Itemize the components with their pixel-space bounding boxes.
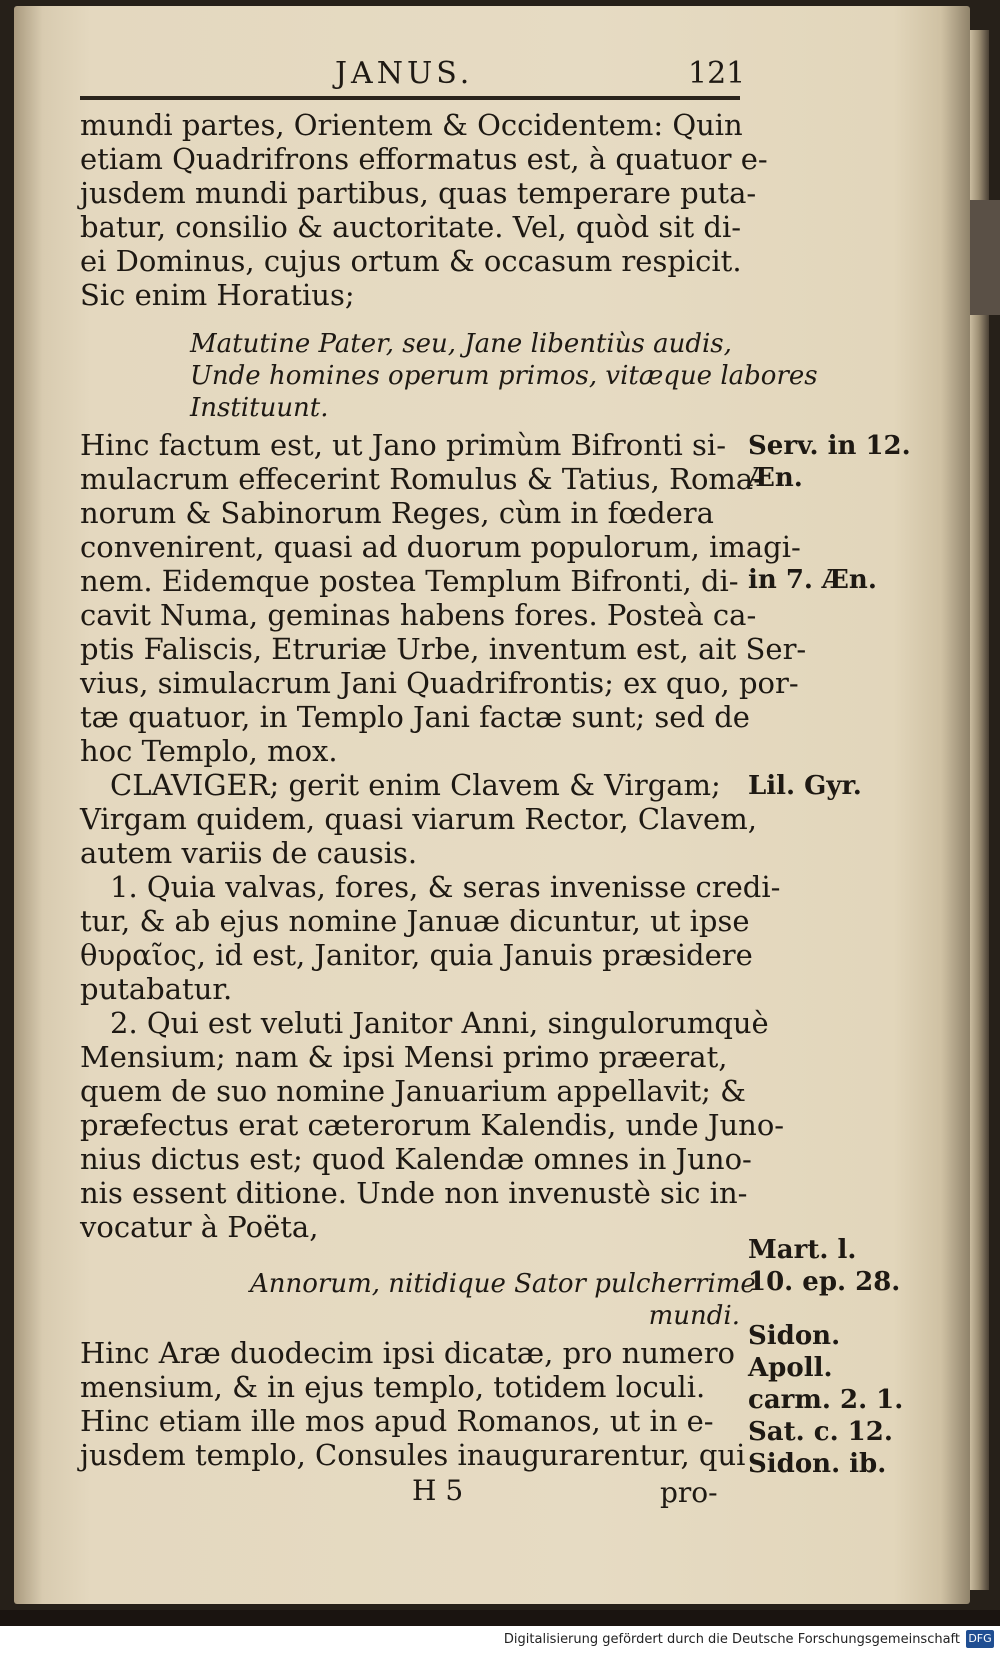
marginal-line: 10. ep. 28.: [748, 1267, 901, 1297]
text-line: mensium, & in ejus templo, totidem loculi.: [80, 1370, 706, 1404]
text-line: 2. Qui est veluti Janitor Anni, singulorumquè: [110, 1006, 769, 1040]
marginal-note: [748, 430, 911, 494]
header-rule: [80, 96, 740, 100]
marginal-note: [748, 1320, 904, 1480]
paragraph-1: [80, 108, 768, 312]
marginal-line: in 7. Æn.: [748, 565, 877, 595]
quote-line: Instituunt.: [190, 393, 329, 423]
text-line: vocatur à Poëta,: [80, 1210, 319, 1244]
funding-credit: Digitalisierung gefördert durch die Deutsche Forschungsgemeinschaft: [503, 1632, 960, 1647]
text-line: putabatur.: [80, 972, 233, 1006]
text-line: cavit Numa, geminas habens fores. Posteà ca-: [80, 598, 757, 632]
quote-horace: [190, 328, 818, 424]
page-number: 121: [688, 56, 746, 91]
text-line: mulacrum effecerint Romulus & Tatius, Roma-: [80, 462, 764, 496]
quote-line: mundi.: [648, 1301, 740, 1331]
marginal-line: Sidon.: [748, 1321, 841, 1351]
text-line: nis essent ditione. Unde non invenustè sic in-: [80, 1176, 748, 1210]
text-line: jusdem templo, Consules inaugurarentur, qui: [80, 1438, 746, 1472]
text-line: Hinc Aræ duodecim ipsi dicatæ, pro numero: [80, 1336, 736, 1370]
catchword: pro-: [660, 1476, 718, 1509]
text-line: nem. Eidemque postea Templum Bifronti, di-: [80, 564, 739, 598]
text-line: ptis Faliscis, Etruriæ Urbe, inventum est, ait Ser-: [80, 632, 807, 666]
running-head: JANUS.: [335, 56, 474, 91]
text-line: batur, consilio & auctoritate. Vel, quòd sit di-: [80, 210, 742, 244]
marginal-line: Sidon. ib.: [748, 1449, 887, 1479]
text-line: Hinc etiam ille mos apud Romanos, ut in e-: [80, 1404, 714, 1438]
text-line: CLAVIGER; gerit enim Clavem & Virgam;: [110, 768, 721, 802]
text-line: hoc Templo, mox.: [80, 734, 338, 768]
text-line: jusdem mundi partibus, quas temperare puta-: [80, 176, 757, 210]
text-line: Sic enim Horatius;: [80, 278, 355, 312]
text-line: tæ quatuor, in Templo Jani factæ sunt; sed de: [80, 700, 750, 734]
text-line: autem variis de causis.: [80, 836, 418, 870]
text-line: tur, & ab ejus nomine Januæ dicuntur, ut ipse: [80, 904, 750, 938]
text-line: etiam Quadrifrons efformatus est, à quatuor e-: [80, 142, 768, 176]
marginal-note: [748, 1234, 901, 1298]
text-line: Virgam quidem, quasi viarum Rector, Clavem,: [80, 802, 757, 836]
marginal-line: Apoll.: [748, 1353, 833, 1383]
text-line: mundi partes, Orientem & Occidentem: Quin: [80, 108, 743, 142]
text-line: convenirent, quasi ad duorum populorum, imagi-: [80, 530, 801, 564]
text-line: Mensium; nam & ipsi Mensi primo præerat,: [80, 1040, 728, 1074]
text-line: Hinc factum est, ut Jano primùm Bifronti si-: [80, 428, 726, 462]
quote-line: Annorum, nitidique Sator pulcherrime: [250, 1269, 756, 1299]
signature-mark: H 5: [412, 1474, 464, 1507]
text-line: 1. Quia valvas, fores, & seras invenisse credi-: [110, 870, 781, 904]
text-line: nius dictus est; quod Kalendæ omnes in Juno-: [80, 1142, 752, 1176]
text-line: vius, simulacrum Jani Quadrifrontis; ex quo, por-: [80, 666, 799, 700]
text-line: θυραῖος, id est, Janitor, quia Januis præsidere: [80, 938, 753, 972]
marginal-note: [748, 564, 877, 596]
dfg-logo: DFG: [966, 1630, 994, 1648]
marginal-line: Æn.: [748, 463, 803, 493]
marginal-line: Sat. c. 12.: [748, 1417, 893, 1447]
quote-line: Matutine Pater, seu, Jane libentiùs audis,: [190, 329, 732, 359]
text-line: quem de suo nomine Januarium appellavit; &: [80, 1074, 746, 1108]
paragraph-3: [80, 1336, 746, 1472]
quote-martial: [250, 1268, 756, 1332]
marginal-line: Lil. Gyr.: [748, 771, 862, 801]
text-line: norum & Sabinorum Reges, cùm in fœdera: [80, 496, 714, 530]
footer-bar: [0, 1626, 1000, 1656]
text-line: ei Dominus, cujus ortum & occasum respicit.: [80, 244, 742, 278]
marginal-line: Mart. l.: [748, 1235, 857, 1265]
text-line: præfectus erat cæterorum Kalendis, unde Juno-: [80, 1108, 785, 1142]
quote-line: Unde homines operum primos, vitæque labores: [190, 361, 818, 391]
marginal-line: carm. 2. 1.: [748, 1385, 904, 1415]
marginal-line: Serv. in 12.: [748, 431, 911, 461]
marginal-note: [748, 770, 868, 802]
